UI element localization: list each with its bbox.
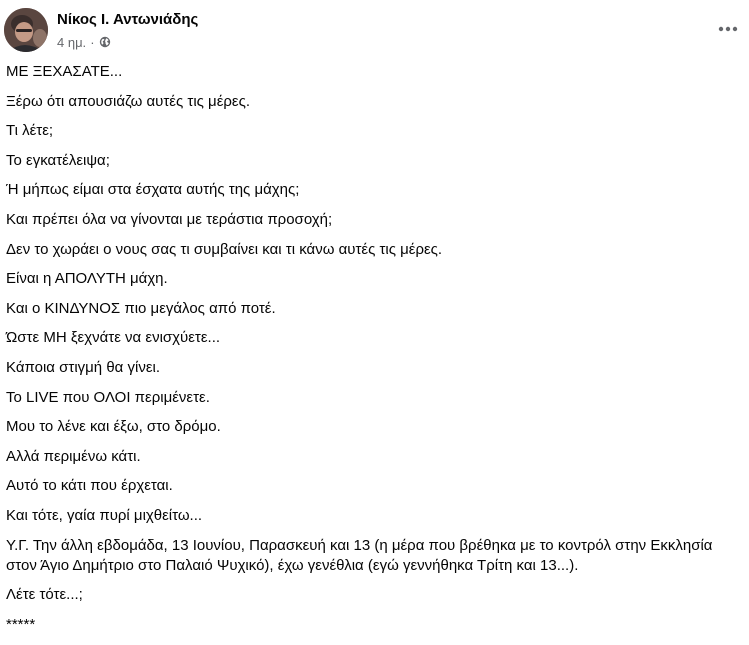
post-line: Μου το λένε και έξω, στο δρόμο.	[6, 418, 221, 436]
post-meta	[57, 34, 111, 50]
more-options-button[interactable]	[710, 14, 746, 44]
more-options-icon	[718, 26, 738, 32]
post-line: Ώστε ΜΗ ξεχνάτε να ενισχύετε...	[6, 329, 221, 347]
post-line: Είναι η ΑΠΟΛΥΤΗ μάχη.	[6, 270, 168, 288]
post-line: Ξέρω ότι απουσιάζω αυτές τις μέρες.	[6, 92, 250, 110]
author-name[interactable]: Νίκος Ι. Αντωνιάδης	[57, 11, 199, 28]
post-line: Το LIVE που ΟΛΟΙ περιμένετε.	[6, 388, 210, 406]
post-line: ΜΕ ΞΕΧΑΣΑΤΕ...	[6, 63, 123, 80]
post-line: Αυτό το κάτι που έρχεται.	[6, 477, 173, 495]
post-line: Και πρέπει όλα να γίνονται με τεράστια προσοχή;	[6, 210, 333, 228]
meta-separator: ·	[90, 34, 95, 50]
post-line: Και ο ΚΙΝΔΥΝΟΣ πιο μεγάλος από ποτέ.	[6, 299, 276, 317]
avatar[interactable]	[4, 8, 48, 52]
post-line-stars: *****	[6, 615, 36, 633]
post-line: Το εγκατέλειψα;	[6, 151, 110, 169]
post-line: Ή μήπως είμαι στα έσχατα αυτής της μάχης;	[6, 181, 300, 199]
post-line: Και τότε, γαία πυρί μιχθείτω...	[6, 506, 203, 524]
post-line: Αλλά περιμένω κάτι.	[6, 447, 141, 465]
globe-icon[interactable]	[99, 36, 111, 48]
post-body	[6, 62, 741, 644]
post-line: Λέτε τότε...;	[6, 586, 83, 604]
post-line-ps: Υ.Γ. Την άλλη εβδομάδα, 13 Ιουνίου, Παρασκευή και 13 (η μέρα που βρέθηκα με το κοντρόλ στην Εκκλησία στον Άγιο Δημήτριο στο Παλαιό Ψυχικό), έχω γενέθλια (εγώ γεννήθηκα Τρίτη και 13...).	[6, 536, 717, 574]
post-timestamp[interactable]: 4 ημ.	[57, 34, 87, 50]
post-header	[0, 0, 749, 60]
post-line: Κάποια στιγμή θα γίνει.	[6, 358, 161, 376]
post-line: Δεν το χωράει ο νους σας τι συμβαίνει και τι κάνω αυτές τις μέρες.	[6, 240, 443, 258]
post-line: Τι λέτε;	[6, 122, 54, 140]
